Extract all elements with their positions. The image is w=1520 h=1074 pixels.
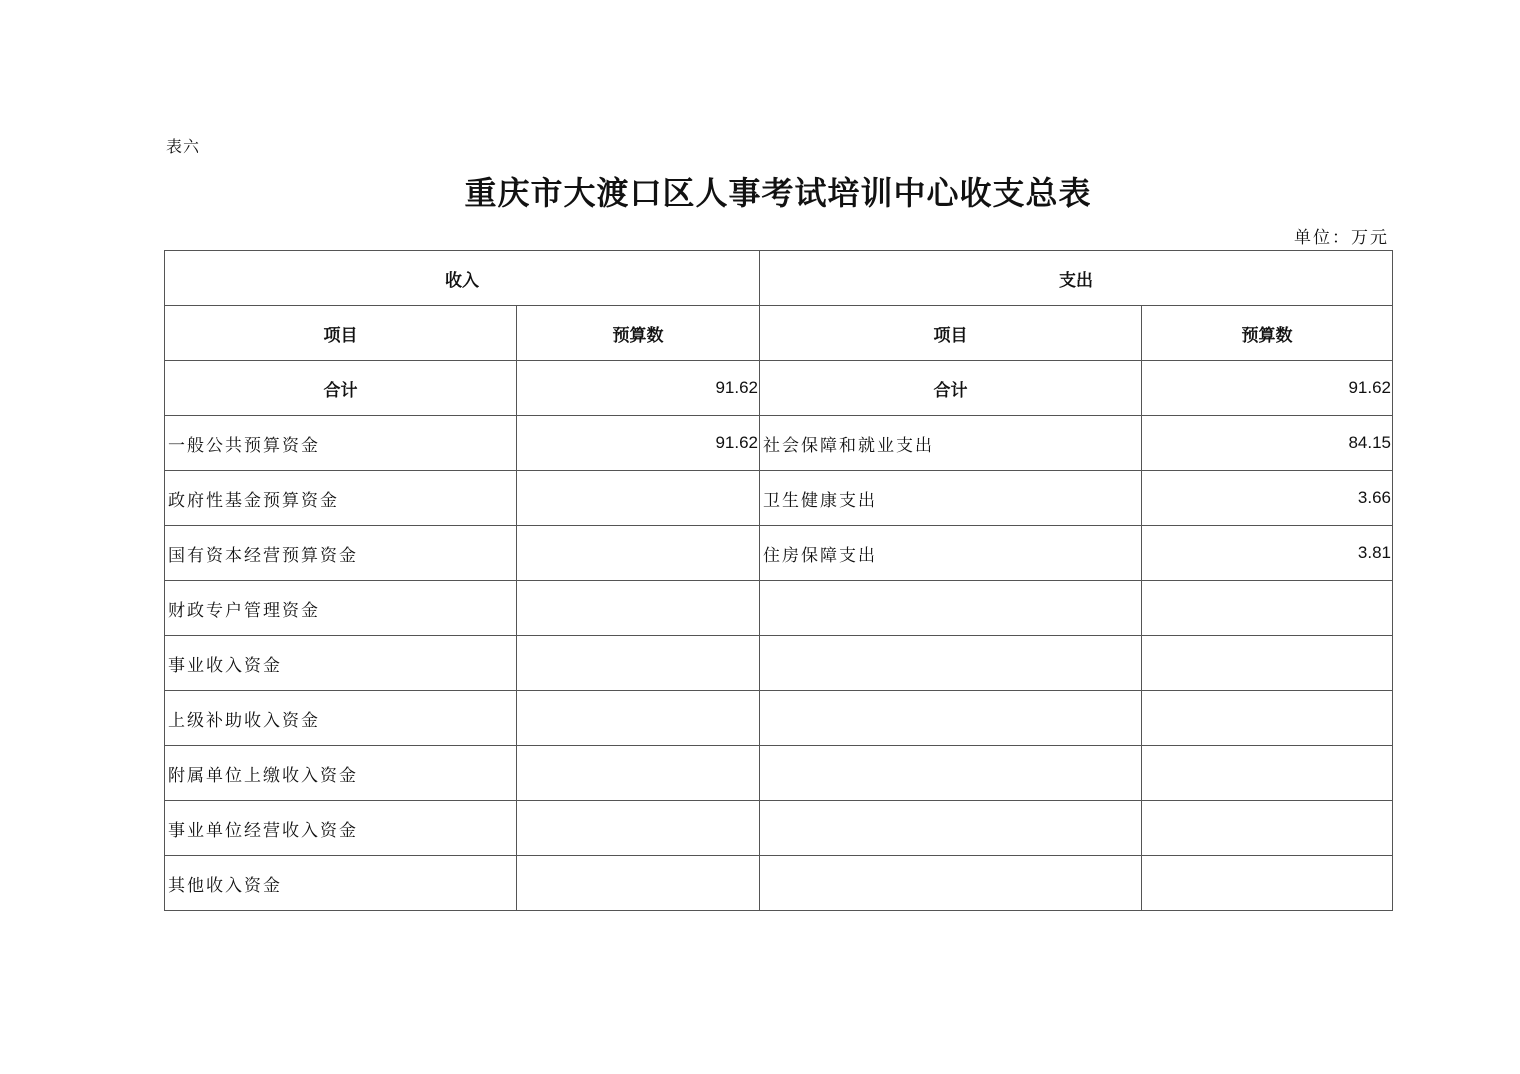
income-item: 附属单位上缴收入资金	[165, 746, 517, 801]
table-number: 表六	[166, 137, 201, 156]
section-header-row	[165, 251, 1393, 306]
expense-item: 社会保障和就业支出	[760, 416, 1142, 471]
income-value	[517, 746, 760, 801]
table-row	[165, 526, 1393, 581]
expense-item: 卫生健康支出	[760, 471, 1142, 526]
income-item: 上级补助收入资金	[165, 691, 517, 746]
income-value: 91.62	[517, 416, 760, 471]
expense-value	[1142, 636, 1393, 691]
income-item-col-header: 项目	[165, 306, 517, 361]
expense-value: 3.66	[1142, 471, 1393, 526]
unit-label: 单位：万元	[1294, 228, 1389, 248]
expense-budget-col-header: 预算数	[1142, 306, 1393, 361]
total-row	[165, 361, 1393, 416]
expense-total-label: 合计	[760, 361, 1142, 416]
expense-header: 支出	[760, 251, 1393, 306]
expense-value: 3.81	[1142, 526, 1393, 581]
expense-item	[760, 636, 1142, 691]
expense-value	[1142, 581, 1393, 636]
income-value	[517, 581, 760, 636]
income-header: 收入	[165, 251, 760, 306]
page-title: 重庆市大渡口区人事考试培训中心收支总表	[464, 174, 1092, 212]
budget-table	[164, 250, 1393, 911]
income-value	[517, 636, 760, 691]
expense-item	[760, 691, 1142, 746]
income-item: 其他收入资金	[165, 856, 517, 911]
table-row	[165, 581, 1393, 636]
income-value	[517, 471, 760, 526]
expense-item	[760, 581, 1142, 636]
income-total-value: 91.62	[517, 361, 760, 416]
expense-value	[1142, 801, 1393, 856]
column-header-row	[165, 306, 1393, 361]
table-row	[165, 416, 1393, 471]
expense-value: 84.15	[1142, 416, 1393, 471]
table-row	[165, 636, 1393, 691]
income-value	[517, 801, 760, 856]
expense-item-col-header: 项目	[760, 306, 1142, 361]
income-item: 国有资本经营预算资金	[165, 526, 517, 581]
expense-item	[760, 746, 1142, 801]
table-row	[165, 691, 1393, 746]
expense-item: 住房保障支出	[760, 526, 1142, 581]
income-item: 政府性基金预算资金	[165, 471, 517, 526]
expense-item	[760, 801, 1142, 856]
income-item: 事业收入资金	[165, 636, 517, 691]
income-item: 事业单位经营收入资金	[165, 801, 517, 856]
income-value	[517, 856, 760, 911]
income-value	[517, 526, 760, 581]
expense-value	[1142, 746, 1393, 801]
income-value	[517, 691, 760, 746]
expense-value	[1142, 691, 1393, 746]
table-row	[165, 801, 1393, 856]
table-row	[165, 746, 1393, 801]
income-item: 财政专户管理资金	[165, 581, 517, 636]
expense-value	[1142, 856, 1393, 911]
expense-item	[760, 856, 1142, 911]
expense-total-value: 91.62	[1142, 361, 1393, 416]
income-item: 一般公共预算资金	[165, 416, 517, 471]
income-total-label: 合计	[165, 361, 517, 416]
budget-table-body	[165, 251, 1393, 911]
income-budget-col-header: 预算数	[517, 306, 760, 361]
table-row	[165, 856, 1393, 911]
table-row	[165, 471, 1393, 526]
